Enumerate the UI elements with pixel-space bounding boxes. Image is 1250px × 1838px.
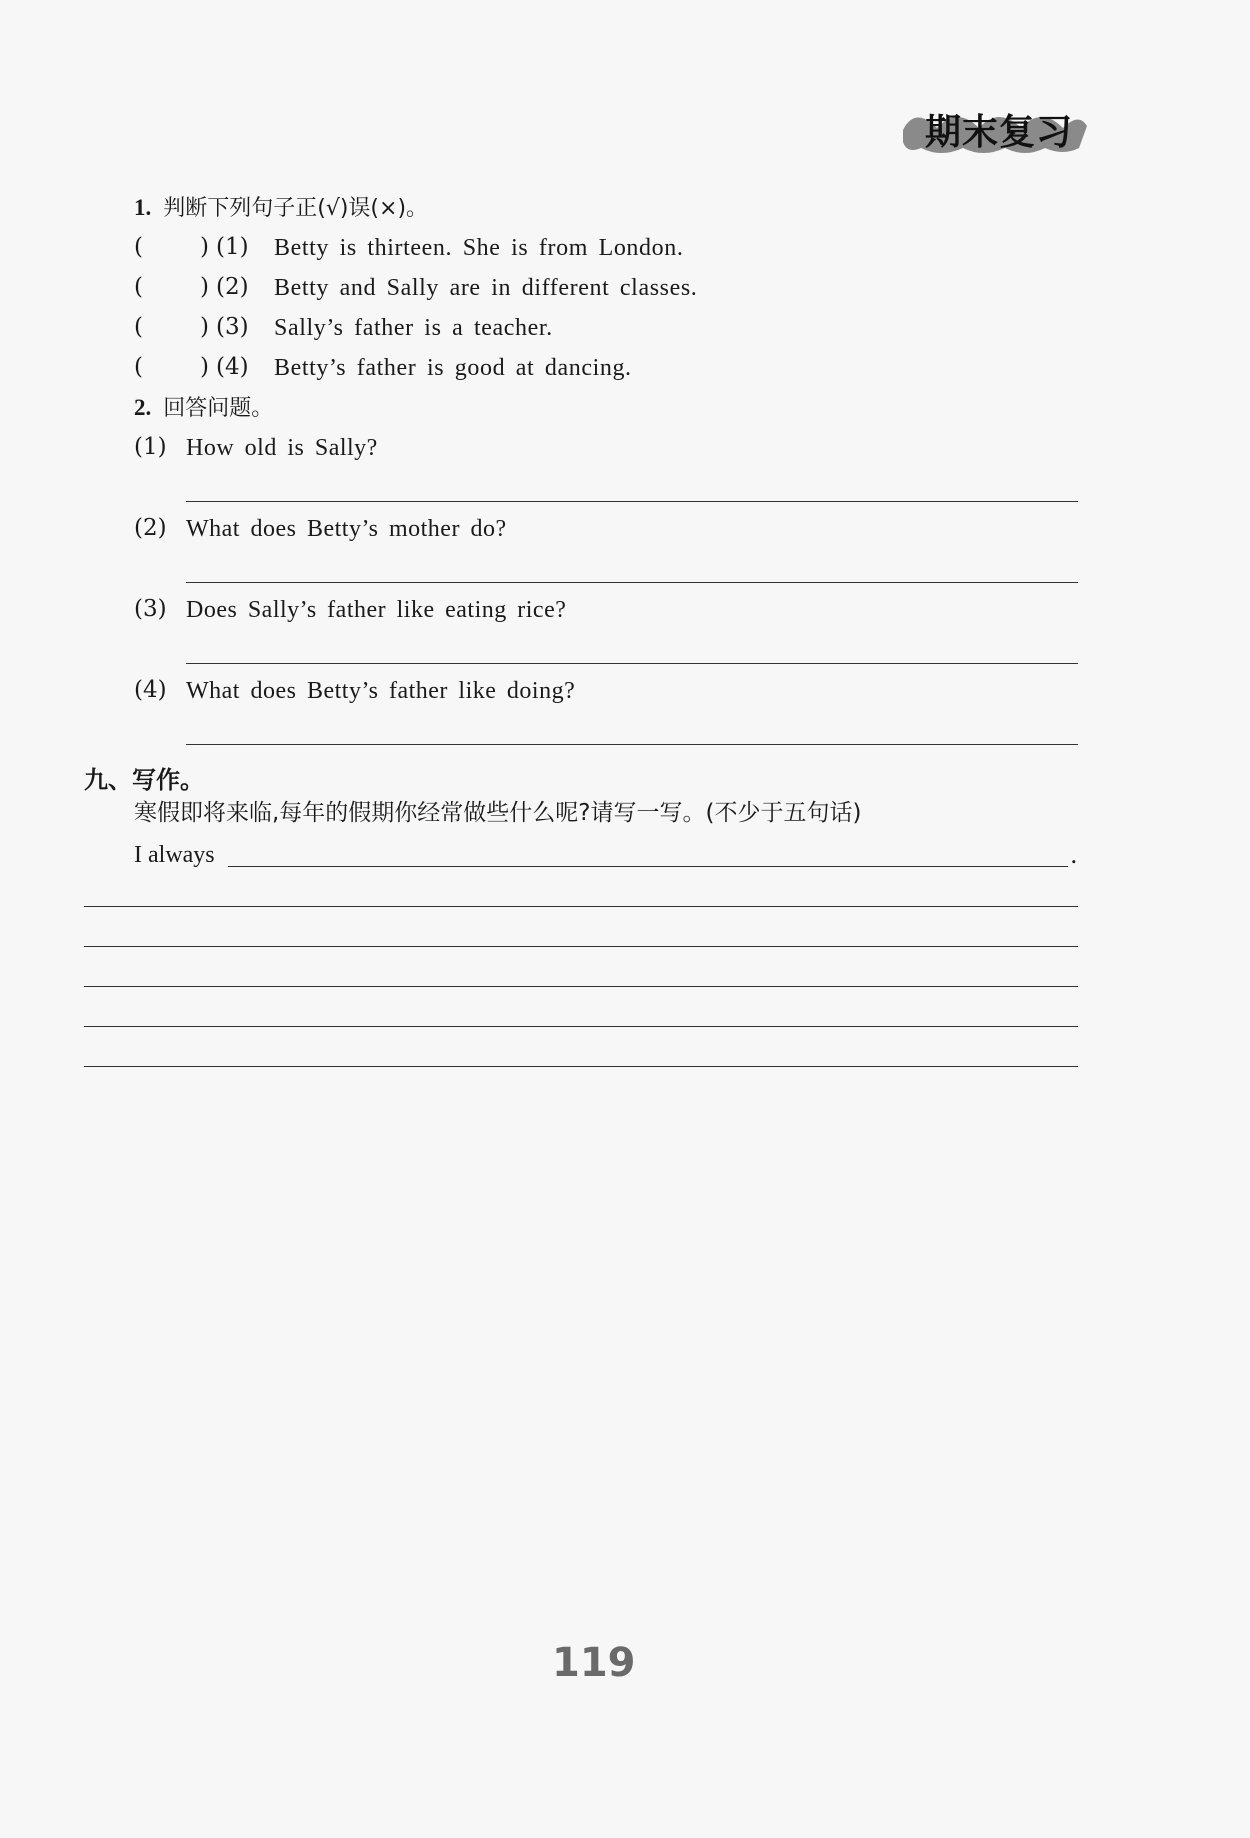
section1-number: 1. [134, 195, 152, 220]
question-text: Does Sally’s father like eating rice? [186, 597, 567, 623]
writing-prompt: 寒假即将来临,每年的假期你经常做些什么呢?请写一写。(不少于五句话) [134, 800, 862, 826]
question-number: (3) [134, 596, 167, 622]
answer-paren-open[interactable]: ( [134, 234, 143, 260]
writing-starter: I always [134, 842, 215, 868]
answer-paren-open[interactable]: ( [134, 354, 143, 380]
question-number: (2) [134, 515, 167, 541]
question-item [134, 517, 1034, 547]
writing-title: 九、写作。 [84, 766, 204, 794]
question-item [134, 679, 1034, 709]
item-number: (2) [216, 274, 249, 300]
section2-number: 2. [134, 395, 152, 420]
item-text: Betty and Sally are in different classes. [274, 275, 698, 301]
question-text: What does Betty’s mother do? [186, 516, 507, 542]
writing-line[interactable] [84, 986, 1078, 987]
item-text: Betty’s father is good at dancing. [274, 355, 632, 381]
end-period: . [1070, 841, 1078, 869]
judge-item [134, 236, 1034, 266]
item-number: (1) [216, 234, 249, 260]
writing-line[interactable] [84, 946, 1078, 947]
judge-item [134, 356, 1034, 386]
question-text: What does Betty’s father like doing? [186, 678, 576, 704]
answer-line[interactable] [186, 663, 1078, 664]
answer-paren-close: ) [200, 234, 209, 260]
question-text: How old is Sally? [186, 435, 378, 461]
item-number: (3) [216, 314, 249, 340]
page-number: 119 [552, 1640, 636, 1686]
badge-label: 期末复习 [925, 112, 1074, 153]
section2-instruction: 回答问题。 [163, 396, 274, 421]
answer-paren-close: ) [200, 274, 209, 300]
section1-instruction: 判断下列句子正(√)误(×)。 [163, 196, 429, 221]
question-item [134, 436, 1034, 466]
question-number: (4) [134, 677, 167, 703]
writing-answer-line[interactable] [228, 866, 1068, 867]
answer-paren-open[interactable]: ( [134, 314, 143, 340]
judge-item [134, 276, 1034, 306]
judge-item [134, 316, 1034, 346]
answer-line[interactable] [186, 582, 1078, 583]
item-text: Sally’s father is a teacher. [274, 315, 553, 341]
answer-line[interactable] [186, 744, 1078, 745]
writing-line[interactable] [84, 906, 1078, 907]
writing-line[interactable] [84, 1066, 1078, 1067]
writing-line[interactable] [84, 1026, 1078, 1027]
answer-paren-close: ) [200, 354, 209, 380]
review-badge [895, 98, 1095, 158]
question-number: (1) [134, 434, 167, 460]
question-item [134, 598, 1034, 628]
section2-heading [134, 396, 273, 420]
item-number: (4) [216, 354, 249, 380]
section1-heading [134, 196, 428, 220]
answer-line[interactable] [186, 501, 1078, 502]
answer-paren-open[interactable]: ( [134, 274, 143, 300]
item-text: Betty is thirteen. She is from London. [274, 235, 684, 261]
answer-paren-close: ) [200, 314, 209, 340]
